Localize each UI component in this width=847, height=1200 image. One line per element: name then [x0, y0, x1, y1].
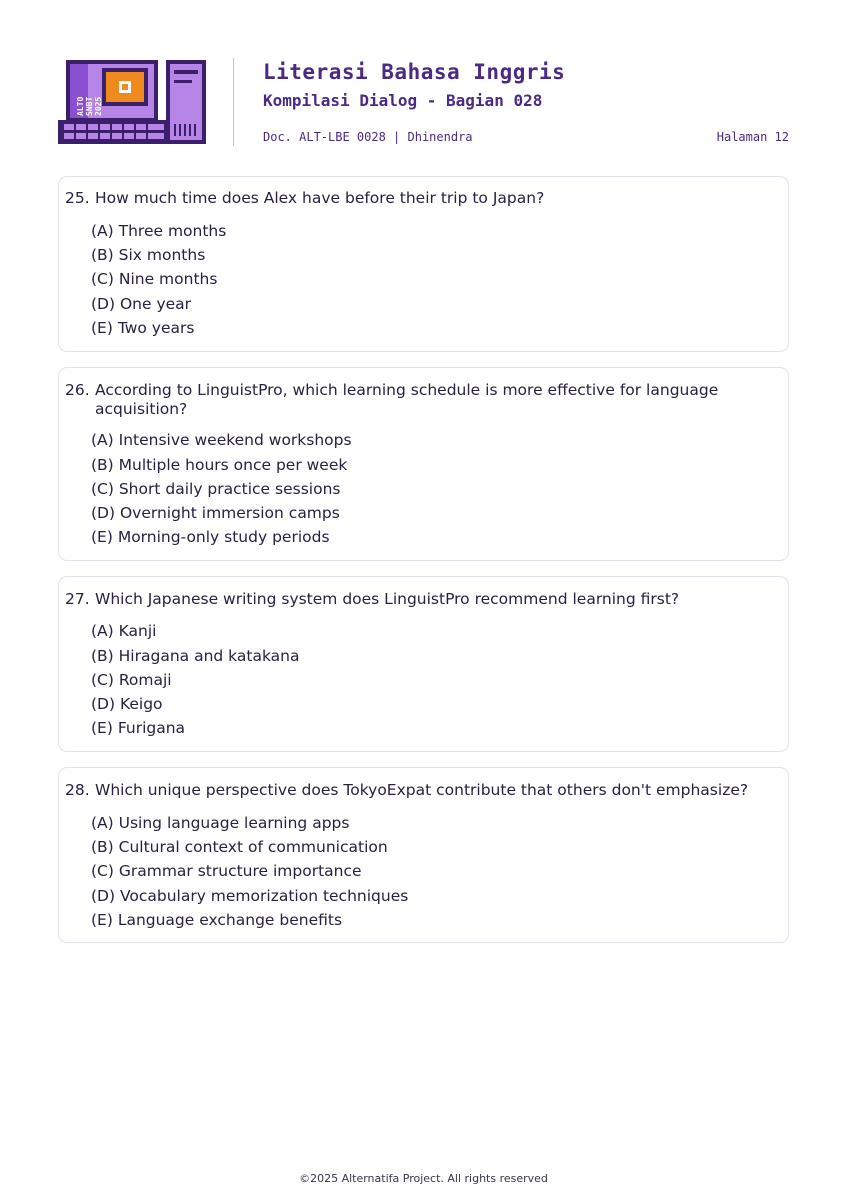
question-stem: [65, 189, 772, 208]
question-text: How much time does Alex have before their trip to Japan?: [95, 189, 545, 207]
document-title: Literasi Bahasa Inggris: [263, 60, 566, 84]
option-e[interactable]: (E) Language exchange benefits: [91, 911, 343, 929]
option-c[interactable]: (C) Grammar structure importance: [91, 862, 362, 880]
svg-text:ALTO: ALTO: [76, 96, 85, 116]
question-number: 28.: [65, 781, 90, 799]
page-header: [0, 0, 847, 160]
option-c[interactable]: (C) Romaji: [91, 671, 172, 689]
question-card: [58, 176, 789, 352]
question-number: 27.: [65, 590, 90, 608]
question-text: Which Japanese writing system does LinguistPro recommend learning first?: [95, 590, 680, 608]
document-id: Doc. ALT-LBE 0028 | Dhinendra: [263, 130, 473, 144]
option-a[interactable]: (A) Kanji: [91, 622, 157, 640]
question-card: [58, 367, 789, 561]
question-number: 26.: [65, 381, 90, 399]
option-b[interactable]: (B) Multiple hours once per week: [91, 456, 348, 474]
option-d[interactable]: (D) One year: [91, 295, 192, 313]
header-divider: [233, 58, 234, 146]
option-b[interactable]: (B) Six months: [91, 246, 206, 264]
option-a[interactable]: (A) Using language learning apps: [91, 814, 350, 832]
page-number: Halaman 12: [716, 130, 789, 144]
footer-copyright: ©2025 Alternatifa Project. All rights reserved: [299, 1172, 548, 1185]
option-a[interactable]: (A) Three months: [91, 222, 227, 240]
question-stem: [65, 781, 772, 800]
question-number: 25.: [65, 189, 90, 207]
option-e[interactable]: (E) Furigana: [91, 719, 186, 737]
option-d[interactable]: (D) Keigo: [91, 695, 163, 713]
option-d[interactable]: (D) Vocabulary memorization techniques: [91, 887, 409, 905]
option-e[interactable]: (E) Two years: [91, 319, 195, 337]
question-stem: [65, 590, 772, 609]
option-d[interactable]: (D) Overnight immersion camps: [91, 504, 340, 522]
option-c[interactable]: (C) Nine months: [91, 270, 218, 288]
svg-text:2025: 2025: [94, 96, 103, 116]
option-b[interactable]: (B) Cultural context of communication: [91, 838, 388, 856]
question-text: Which unique perspective does TokyoExpat contribute that others don't emphasize?: [95, 781, 749, 799]
option-a[interactable]: (A) Intensive weekend workshops: [91, 431, 352, 449]
question-text: According to LinguistPro, which learning schedule is more effective for language acquisition?: [95, 381, 719, 418]
svg-text:SNBT: SNBT: [85, 96, 94, 116]
question-card: [58, 767, 789, 943]
question-stem: [65, 381, 772, 419]
computer-logo-icon: [56, 58, 208, 146]
option-c[interactable]: (C) Short daily practice sessions: [91, 480, 341, 498]
option-b[interactable]: (B) Hiragana and katakana: [91, 647, 300, 665]
option-e[interactable]: (E) Morning-only study periods: [91, 528, 330, 546]
document-subtitle: Kompilasi Dialog - Bagian 028: [263, 91, 543, 110]
question-card: [58, 576, 789, 752]
